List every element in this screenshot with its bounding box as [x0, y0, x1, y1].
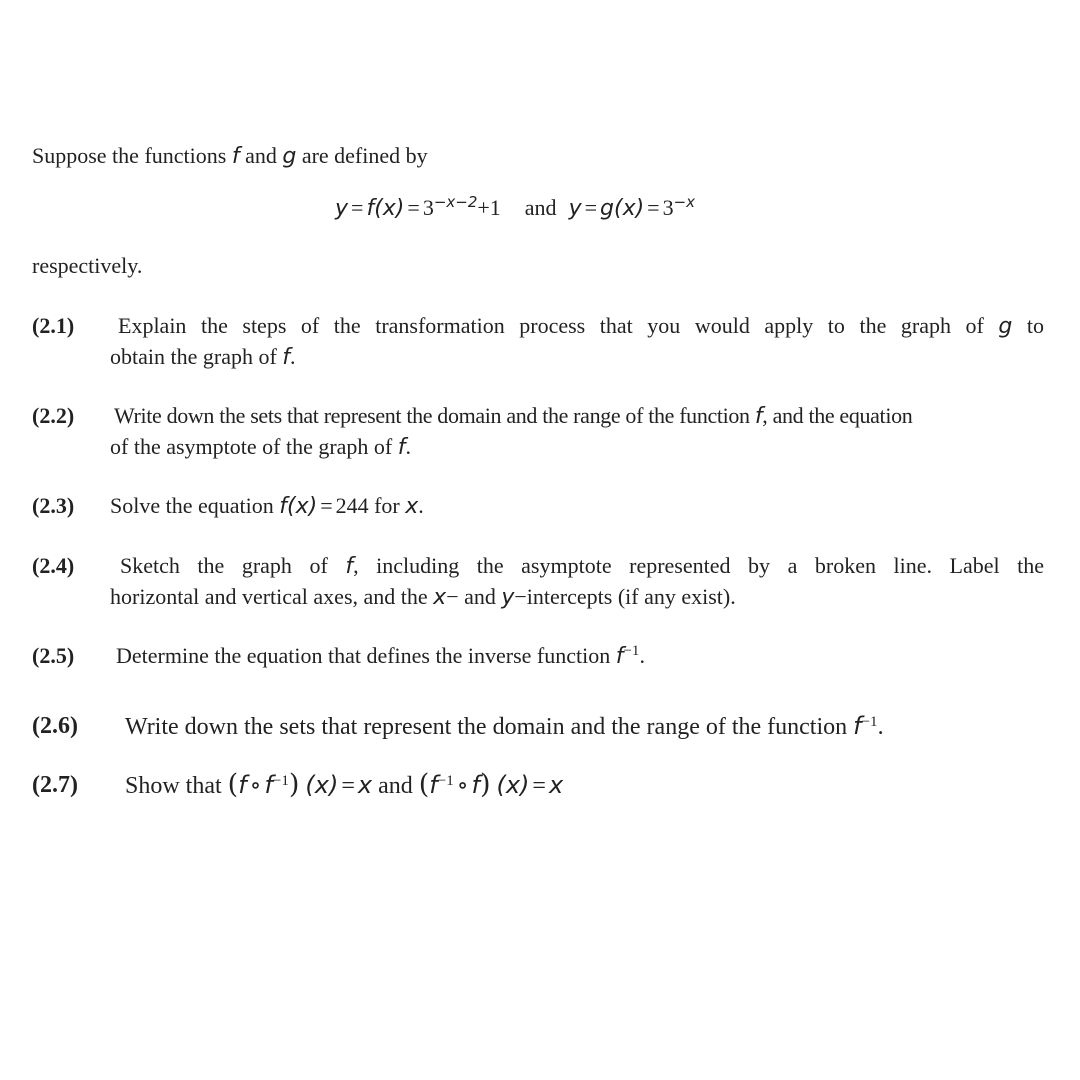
q27-and: and: [378, 773, 413, 799]
g-lhs: y: [568, 196, 582, 221]
question-line-2: [110, 582, 1044, 613]
q27-open-paren-2: (: [418, 769, 430, 800]
q25-period: .: [639, 643, 645, 668]
q27-of-x-1: (x): [305, 771, 339, 799]
f-equals-2: =: [407, 195, 420, 220]
question-label: (2.4): [32, 553, 75, 578]
q24-text-3: horizontal and vertical axes, and the: [110, 584, 428, 609]
q24-symbol-x: x: [433, 585, 447, 610]
q27-rhs-1: x: [357, 771, 373, 799]
q21-symbol-f: f: [282, 345, 291, 370]
question-2-2: [32, 401, 1044, 463]
q23-f-of-x: f(x): [279, 494, 318, 519]
q26-inverse-exponent: −1: [861, 714, 878, 730]
q26-symbol-f: f: [853, 712, 862, 740]
g-equals-1: =: [584, 195, 598, 220]
q23-text-1: Solve the equation: [110, 493, 274, 518]
question-label: (2.3): [32, 493, 75, 518]
q27-f-4: f: [471, 771, 480, 799]
q23-equals: =: [320, 493, 333, 518]
f-of-x: f(x): [366, 196, 405, 221]
q23-value: 244: [335, 493, 369, 518]
question-label: (2.5): [32, 643, 75, 668]
q27-equals-1: =: [341, 773, 355, 799]
question-label: (2.1): [32, 313, 75, 338]
q25-inverse-exponent: −1: [623, 643, 640, 659]
q24-text-5: −intercepts (if any exist).: [514, 584, 736, 609]
q22-symbol-f-2: f: [397, 435, 406, 460]
q22-text-1: Write down the sets that represent the domain and the range of the function: [114, 403, 750, 428]
q23-text-for: for: [374, 493, 400, 518]
respectively-text: respectively.: [32, 253, 143, 278]
question-2-3: [32, 491, 1044, 522]
question-line-1: [118, 311, 1044, 342]
q22-symbol-f: f: [754, 404, 763, 429]
q22-text-2: , and the equation: [762, 403, 913, 428]
question-line-2: [110, 342, 1044, 373]
g-of-x: g(x): [600, 196, 645, 221]
question-2-7: [32, 768, 1044, 803]
q22-text-3: of the asymptote of the graph of: [110, 434, 393, 459]
question-label: (2.7): [32, 772, 78, 798]
q27-compose-1: ∘: [249, 773, 262, 799]
q27-compose-2: ∘: [456, 773, 469, 799]
q23-symbol-x: x: [405, 494, 419, 519]
question-line-1: [116, 641, 1044, 672]
question-line-1: [120, 551, 1044, 582]
q24-symbol-f: f: [345, 554, 354, 579]
f-equals-1: =: [351, 195, 364, 220]
q27-rhs-2: x: [548, 771, 564, 799]
question-line-2: [110, 432, 1044, 463]
q27-inverse-1: −1: [272, 773, 289, 789]
f-base: 3: [422, 195, 434, 220]
f-lhs: y: [335, 196, 349, 221]
q24-symbol-y: y: [501, 585, 515, 610]
intro-text-after: are defined by: [301, 143, 428, 168]
q24-text-2: , including the asymptote represented by a broken line. Label the: [353, 553, 1045, 578]
question-2-6: [32, 710, 1044, 743]
q21-text-to: to: [1026, 313, 1045, 338]
q21-text-1: Explain the steps of the transformation process that you would apply to the graph of: [118, 313, 984, 338]
g-exponent: −x: [673, 193, 696, 211]
question-line-1: [114, 401, 1044, 432]
q21-period: .: [290, 344, 296, 369]
function-definitions-equation: [335, 195, 695, 221]
q21-text-2: obtain the graph of: [110, 344, 277, 369]
q27-close-paren-1: ): [288, 769, 300, 800]
q27-close-paren-2: ): [479, 769, 491, 800]
equation-and: and: [524, 195, 557, 220]
symbol-f: f: [231, 144, 240, 169]
intro-sentence: [32, 143, 428, 169]
q27-f-1: f: [238, 771, 247, 799]
q26-text: Write down the sets that represent the domain and the range of the function: [125, 714, 848, 740]
q24-text-4: − and: [446, 584, 496, 609]
question-2-4: [32, 551, 1044, 613]
q27-equals-2: =: [532, 773, 546, 799]
g-base: 3: [662, 195, 674, 220]
q25-text: Determine the equation that defines the inverse function: [116, 643, 611, 668]
q27-inverse-2: −1: [437, 773, 454, 789]
q27-of-x-2: (x): [496, 771, 530, 799]
question-line-1: [125, 710, 1044, 743]
question-line-1: [125, 768, 1044, 803]
q21-symbol-g: g: [998, 314, 1013, 339]
f-exponent: −x−2: [433, 193, 478, 211]
f-plus-one: +1: [477, 195, 501, 220]
q27-text: Show that: [125, 773, 222, 799]
symbol-g: g: [282, 144, 297, 169]
question-2-5: [32, 641, 1044, 672]
q25-symbol-f: f: [615, 644, 624, 669]
q27-f-3: f: [429, 771, 438, 799]
q27-f-2: f: [264, 771, 273, 799]
question-line-1: [110, 491, 1044, 522]
q24-text-1: Sketch the graph of: [120, 553, 328, 578]
intro-and: and: [245, 143, 277, 168]
q22-period: .: [405, 434, 412, 459]
question-2-1: [32, 311, 1044, 373]
q26-period: .: [877, 714, 884, 740]
q27-open-paren-1: (: [227, 769, 239, 800]
intro-text-before: Suppose the functions: [32, 143, 227, 168]
g-equals-2: =: [647, 195, 660, 220]
q23-period: .: [418, 493, 424, 518]
question-label: (2.2): [32, 403, 75, 428]
question-label: (2.6): [32, 713, 78, 739]
